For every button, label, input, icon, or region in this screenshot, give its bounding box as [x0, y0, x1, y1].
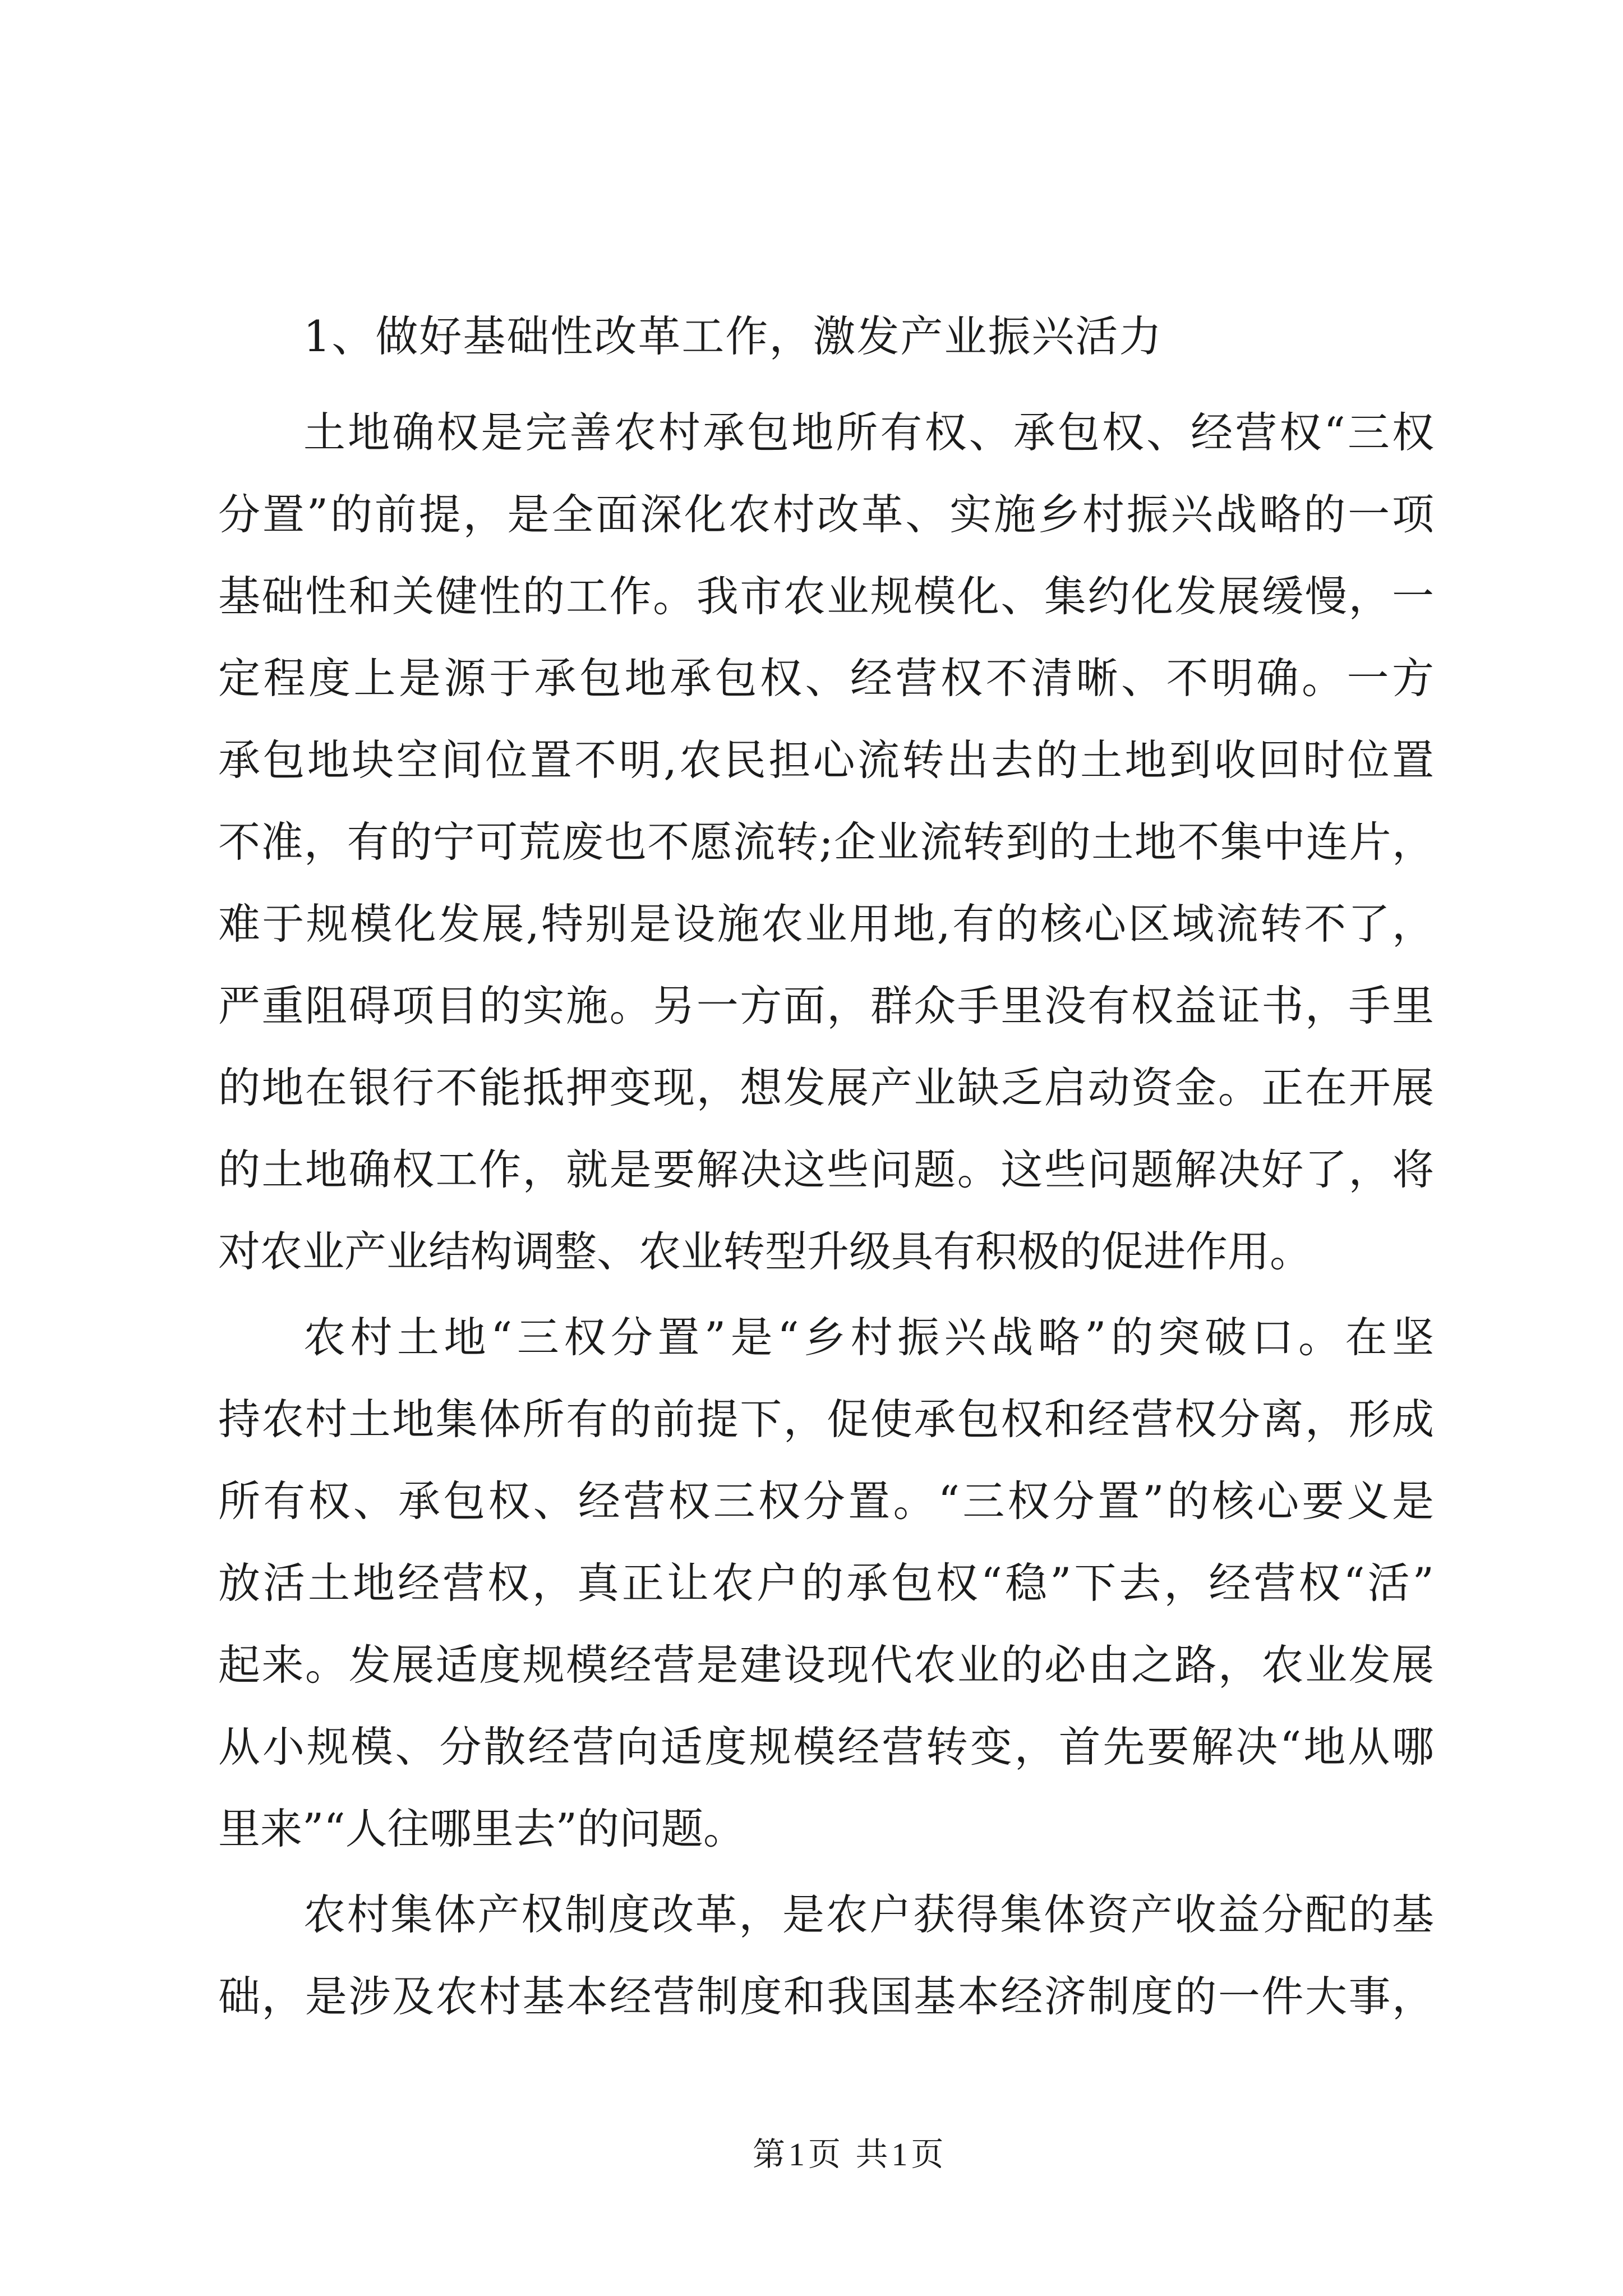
document-body: [218, 296, 1434, 2041]
text-line: 分置”的前提，是全面深化农村改革、实施乡村振兴战略的一项: [218, 490, 1434, 539]
text-line: 基础性和关健性的工作。我市农业规模化、集约化发展缓慢，一: [218, 572, 1434, 621]
paragraph-3: [218, 1874, 1434, 2037]
text-line: 难于规模化发展,特别是设施农业用地,有的核心区域流转不了，: [218, 899, 1434, 949]
text-line: 从小规模、分散经营向适度规模经营转变，首先要解决“地从哪: [218, 1722, 1434, 1772]
text-line: 放活土地经营权，真正让农户的承包权“稳”下去，经营权“活”: [218, 1558, 1434, 1608]
text-line: 对农业产业结构调整、农业转型升级具有积极的促进作用。: [218, 1227, 1312, 1276]
text-line: 里来”“人往哪里去”的问题。: [218, 1804, 746, 1853]
text-line: 不准，有的宁可荒废也不愿流转;企业流转到的土地不集中连片，: [218, 817, 1434, 867]
text-line: 础，是涉及农村基本经营制度和我国基本经济制度的一件大事，: [218, 1972, 1434, 2021]
section-heading: 1、做好基础性改革工作，激发产业振兴活力: [303, 311, 1163, 361]
page-number-footer: 第1页 共1页: [753, 2136, 947, 2173]
text-line: 持农村土地集体所有的前提下，促使承包权和经营权分离，形成: [218, 1395, 1434, 1444]
text-line: 农村集体产权制度改革，是农户获得集体资产收益分配的基: [303, 1890, 1434, 1939]
text-line: 的土地确权工作，就是要解决这些问题。这些问题解决好了，将: [218, 1145, 1434, 1194]
text-line: 土地确权是完善农村承包地所有权、承包权、经营权“三权: [303, 408, 1434, 457]
text-line: 所有权、承包权、经营权三权分置。“三权分置”的核心要义是: [218, 1476, 1434, 1526]
text-line: 定程度上是源于承包地承包权、经营权不清晰、不明确。一方: [218, 654, 1434, 703]
paragraph-2: [218, 1296, 1434, 1870]
text-line: 严重阻碍项目的实施。另一方面，群众手里没有权益证书，手里: [218, 981, 1434, 1030]
text-line: 承包地块空间位置不明,农民担心流转出去的土地到收回时位置: [218, 735, 1434, 785]
text-line: 农村土地“三权分置”是“乡村振兴战略”的突破口。在坚: [303, 1313, 1434, 1362]
text-line: 起来。发展适度规模经营是建设现代农业的必由之路，农业发展: [218, 1640, 1434, 1690]
text-line: 的地在银行不能抵押变现，想发展产业缺乏启动资金。正在开展: [218, 1063, 1434, 1112]
paragraph-1: [218, 392, 1434, 1292]
